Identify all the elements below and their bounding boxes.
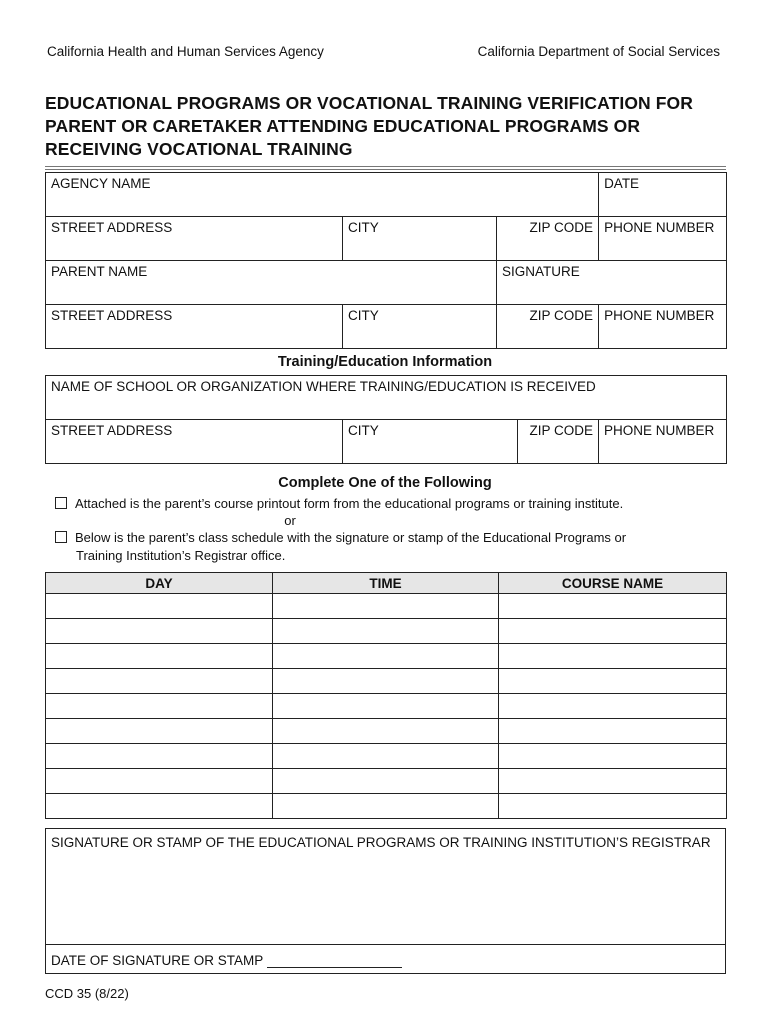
agency-street-field[interactable]: STREET ADDRESS: [46, 217, 343, 261]
time-cell[interactable]: [273, 669, 499, 694]
signature-date-field[interactable]: [267, 954, 402, 968]
table-row: [46, 594, 727, 619]
day-cell[interactable]: [46, 744, 273, 769]
day-cell[interactable]: [46, 769, 273, 794]
course-cell[interactable]: [499, 719, 727, 744]
department-header: California Department of Social Services: [477, 44, 720, 59]
training-section: [45, 375, 727, 464]
table-row: [46, 794, 727, 819]
parent-city-field[interactable]: CITY: [343, 305, 497, 349]
agency-section: [45, 172, 727, 349]
school-phone-field[interactable]: PHONE NUMBER: [599, 420, 727, 464]
time-cell[interactable]: [273, 594, 499, 619]
title-divider: [45, 166, 726, 170]
date-field[interactable]: DATE: [599, 173, 727, 217]
course-cell[interactable]: [499, 744, 727, 769]
time-cell[interactable]: [273, 794, 499, 819]
course-cell[interactable]: [499, 644, 727, 669]
day-cell[interactable]: [46, 594, 273, 619]
day-cell[interactable]: [46, 719, 273, 744]
option-attached-checkbox[interactable]: [55, 497, 67, 509]
option-attached[interactable]: [55, 495, 623, 513]
option-schedule-label: Below is the parent’s class schedule with the signature or stamp of the Educational Programs or: [75, 530, 627, 545]
option-schedule-label-cont: Training Institution’s Registrar office.: [76, 548, 286, 563]
table-row: [46, 744, 727, 769]
option-schedule[interactable]: [55, 529, 626, 565]
time-cell[interactable]: [273, 694, 499, 719]
school-zip-field[interactable]: ZIP CODE: [518, 420, 599, 464]
day-cell[interactable]: [46, 669, 273, 694]
form-number: CCD 35 (8/22): [45, 986, 129, 1001]
course-cell[interactable]: [499, 619, 727, 644]
table-row: [46, 644, 727, 669]
course-cell[interactable]: [499, 694, 727, 719]
agency-zip-field[interactable]: ZIP CODE: [497, 217, 599, 261]
table-row: [46, 619, 727, 644]
parent-street-field[interactable]: STREET ADDRESS: [46, 305, 343, 349]
parent-signature-field[interactable]: SIGNATURE: [497, 261, 727, 305]
agency-header: California Health and Human Services Agency: [47, 44, 324, 59]
time-cell[interactable]: [273, 769, 499, 794]
column-day: DAY: [46, 573, 273, 594]
time-cell[interactable]: [273, 719, 499, 744]
course-cell[interactable]: [499, 794, 727, 819]
agency-phone-field[interactable]: PHONE NUMBER: [599, 217, 727, 261]
registrar-signature-label: SIGNATURE OR STAMP OF THE EDUCATIONAL PROGRAMS OR TRAINING INSTITUTION’S REGISTRAR: [51, 835, 711, 850]
column-time: TIME: [273, 573, 499, 594]
training-heading: Training/Education Information: [277, 354, 493, 370]
table-row: [46, 719, 727, 744]
options-heading: Complete One of the Following: [278, 475, 492, 491]
day-cell[interactable]: [46, 619, 273, 644]
form-title: EDUCATIONAL PROGRAMS OR VOCATIONAL TRAINING VERIFICATION FOR PARENT OR CARETAKER ATTENDING EDUCATIONAL PROGRAMS OR RECEIVING VOCATIONAL TRAINING: [45, 93, 693, 159]
class-schedule-table: [45, 572, 727, 819]
agency-name-field[interactable]: AGENCY NAME: [46, 173, 599, 217]
option-attached-label: Attached is the parent’s course printout form from the educational programs or training institute.: [75, 496, 624, 511]
option-schedule-checkbox[interactable]: [55, 531, 67, 543]
parent-name-field[interactable]: PARENT NAME: [46, 261, 497, 305]
time-cell[interactable]: [273, 744, 499, 769]
day-cell[interactable]: [46, 644, 273, 669]
course-cell[interactable]: [499, 594, 727, 619]
day-cell[interactable]: [46, 794, 273, 819]
or-text: or: [284, 513, 296, 528]
signature-divider: [46, 944, 725, 945]
time-cell[interactable]: [273, 619, 499, 644]
registrar-signature-box[interactable]: [45, 828, 726, 974]
agency-city-field[interactable]: CITY: [343, 217, 497, 261]
day-cell[interactable]: [46, 694, 273, 719]
time-cell[interactable]: [273, 644, 499, 669]
parent-phone-field[interactable]: PHONE NUMBER: [599, 305, 727, 349]
course-cell[interactable]: [499, 669, 727, 694]
school-street-field[interactable]: STREET ADDRESS: [46, 420, 343, 464]
signature-date-row: [51, 953, 402, 968]
course-cell[interactable]: [499, 769, 727, 794]
school-city-field[interactable]: CITY: [343, 420, 518, 464]
parent-zip-field[interactable]: ZIP CODE: [497, 305, 599, 349]
signature-date-label: DATE OF SIGNATURE OR STAMP: [51, 953, 264, 968]
table-row: [46, 694, 727, 719]
table-row: [46, 669, 727, 694]
table-row: [46, 769, 727, 794]
school-name-field[interactable]: NAME OF SCHOOL OR ORGANIZATION WHERE TRAINING/EDUCATION IS RECEIVED: [46, 376, 727, 420]
column-course-name: COURSE NAME: [499, 573, 727, 594]
